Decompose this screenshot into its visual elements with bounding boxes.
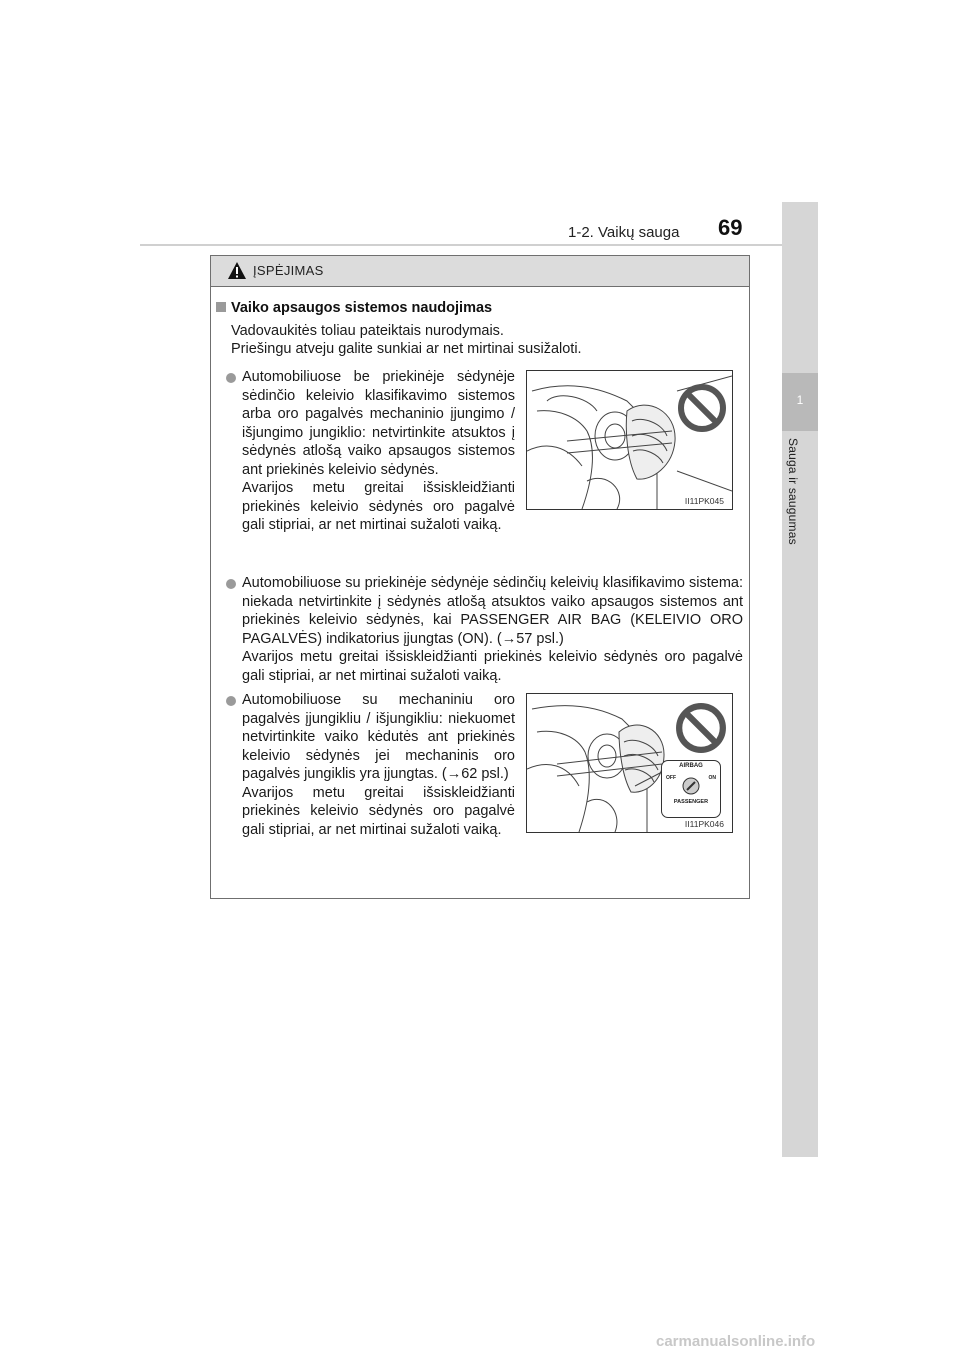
chapter-side-tab bbox=[782, 202, 818, 1157]
square-bullet-icon bbox=[216, 302, 226, 312]
switch-label-bottom: PASSENGER bbox=[673, 799, 709, 805]
bullet-1: Automobiliuose be priekinėje sėdynėje sėdinčio keleivio klasifikavimo sistemos arba oro pagalvės mechaninio įjungimo / išjungimo jungiklio: netvirtinkite atsuktos į sėdynės atlošą vaiko apsaugos sistemos ant priekinės keleivio sėdynės. Avarijos metu greitai išsiskleidžianti priekinės keleivio sėdynės oro pagalvė gali stipriai, ar net mirtinai sužaloti vaiką. bbox=[242, 369, 515, 533]
intro-line-2: Priešingu atveju galite sunkiai ar net mirtinai susižaloti. bbox=[231, 341, 582, 357]
figure-code: II11PK046 bbox=[684, 819, 724, 829]
warning-box bbox=[210, 255, 750, 899]
bullet-2: Automobiliuose su priekinėje sėdynėje sėdinčių keleivių klasifikavimo sistema: niekada netvirtinkite į sėdynės atlošą atsuktos vaiko apsaugos sistemos ant priekinės keleivio sėdynės, kai PASSENGER AIR BAG (KELEIVIO ORO PAGALVĖS) indikatorius įjungtas (ON). (→57 psl.) Avarijos metu greitai išsiskleidžianti priekinės keleivio sėdynės oro pagalvė gali stipriai, ar net mirtinai sužaloti vaiką. bbox=[242, 575, 743, 684]
chapter-number: 1 bbox=[796, 393, 804, 407]
bullet-3: Automobiliuose su mechaniniu oro pagalvės įjungikliu / išjungikliu: niekuomet netvirtinkite vaiko kėdutės ant priekinės keleivio sėdynės jei mechaninis oro pagalvės jungiklis yra įjungtas. (→62 psl.) Avarijos metu greitai išsiskleidžianti priekinės keleivio sėdynės oro pagalvė gali stipriai, ar net mirtinai sužaloti vaiką. bbox=[242, 692, 515, 838]
header-rule bbox=[140, 244, 818, 246]
figure-airbag-rear-facing-seat bbox=[526, 370, 733, 510]
figure-airbag-switch bbox=[526, 693, 733, 833]
prohibited-sign-icon bbox=[677, 383, 727, 433]
figure-code: II11PK045 bbox=[684, 496, 724, 506]
key-switch-icon bbox=[682, 777, 700, 795]
warning-triangle-icon bbox=[227, 261, 247, 280]
section-heading: Vaiko apsaugos sistemos naudojimas bbox=[216, 300, 492, 316]
watermark: carmanualsonline.info bbox=[656, 1333, 816, 1350]
warning-header bbox=[211, 256, 749, 287]
switch-label-off: OFF bbox=[666, 775, 676, 781]
page-number: 69 bbox=[718, 215, 743, 240]
section-title: 1-2. Vaikų sauga bbox=[568, 224, 680, 241]
intro-line-1: Vadovaukitės toliau pateiktais nurodymais. bbox=[231, 323, 504, 339]
prohibited-sign-icon bbox=[675, 702, 727, 754]
airbag-switch-panel bbox=[661, 760, 721, 818]
switch-label-on: ON bbox=[708, 775, 716, 781]
bullet-dot-icon bbox=[226, 696, 236, 706]
warning-title: ĮSPĖJIMAS bbox=[253, 263, 324, 278]
bullet-dot-icon bbox=[226, 579, 236, 589]
chapter-number-tab bbox=[782, 373, 818, 431]
switch-label-top: AIRBAG bbox=[679, 763, 703, 769]
chapter-label: Sauga ir saugumas bbox=[786, 438, 800, 545]
bullet-dot-icon bbox=[226, 373, 236, 383]
